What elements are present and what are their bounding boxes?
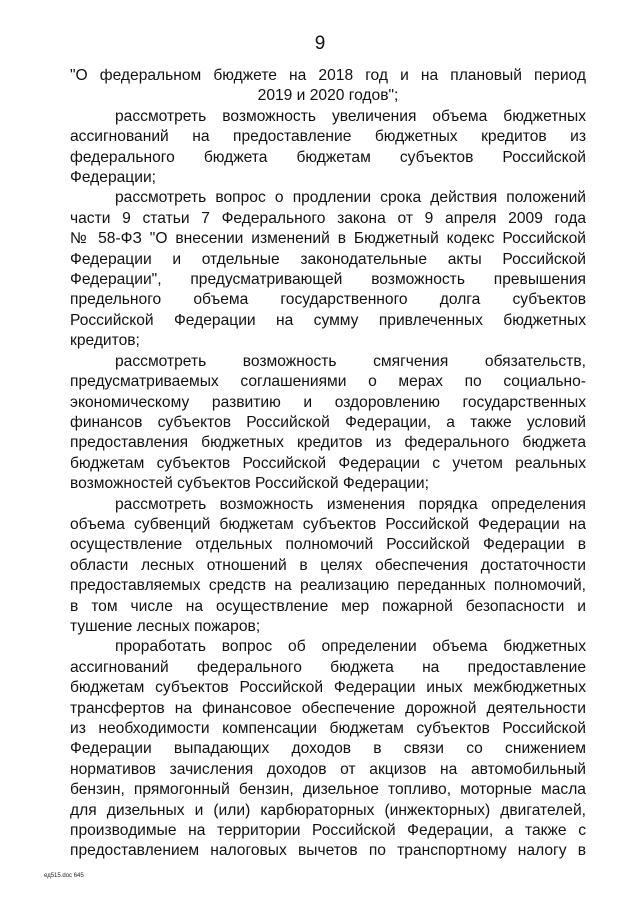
paragraph-line: рассмотреть возможность увеличения объема бюджетных [115, 107, 586, 125]
paragraph-line: Федерации; [70, 169, 156, 187]
paragraph-line: федерального бюджета бюджетам субъектов Российской [70, 148, 586, 166]
paragraph-line: Федерации выпадающих доходов в связи со снижением [70, 740, 586, 758]
paragraph-line: производимые на территории Российской Федерации, а также с [70, 822, 586, 840]
paragraph-line: рассмотреть возможность смягчения обязательств, [115, 352, 586, 370]
paragraph [70, 66, 586, 107]
paragraph-line: экономическому развитию и оздоровлению государственных [70, 393, 586, 411]
paragraph [70, 495, 586, 638]
paragraph-line: кредитов; [70, 332, 140, 350]
paragraph-line: возможностей субъектов Российской Федерации; [70, 475, 429, 493]
paragraph-line: объема субвенций бюджетам субъектов Российской Федерации на [70, 515, 586, 533]
paragraph-line: рассмотреть вопрос о продлении срока действия положений [115, 189, 586, 207]
paragraph-line: ассигнований федерального бюджета на предоставление [70, 658, 586, 676]
paragraph [70, 637, 586, 861]
paragraph-line: проработать вопрос об определении объема бюджетных [115, 638, 586, 656]
paragraph-line: из необходимости компенсации бюджетам субъектов Российской [70, 720, 586, 737]
paragraph-line: № 58-ФЗ "О внесении изменений в Бюджетный кодекс Российской [70, 230, 586, 248]
paragraph-line: предоставлением налоговых вычетов по транспортному налогу в [70, 842, 586, 860]
paragraph [70, 107, 586, 189]
paragraph-line: бюджетам субъектов Российской Федерации с учетом реальных [70, 454, 586, 472]
paragraph-line: "О федеральном бюджете на 2018 год и на плановый период [70, 67, 586, 84]
paragraph-line: ассигнований на предоставление бюджетных кредитов из [70, 128, 586, 146]
paragraph-line: тушение лесных пожаров; [70, 617, 261, 635]
paragraph [70, 188, 586, 351]
document-body [70, 66, 586, 862]
paragraph-line: нормативов зачисления доходов от акцизов на автомобильный [70, 760, 586, 778]
paragraph-line: части 9 статьи 7 Федерального закона от 9 апреля 2009 года [70, 209, 586, 227]
paragraph-line: 2019 и 2020 годов"; [257, 87, 399, 105]
paragraph-line: трансфертов на финансовое обеспечение дорожной деятельности [70, 699, 586, 717]
paragraph-line: предоставляемых средств на реализацию переданных полномочий, [70, 577, 586, 595]
paragraph-line: для дизельных и (или) карбюраторных (инжекторных) двигателей, [70, 801, 586, 819]
paragraph-line: финансов субъектов Российской Федерации, а также условий [70, 413, 586, 431]
paragraph-line: предоставления бюджетных кредитов из федерального бюджета [70, 434, 586, 452]
paragraph-line: области лесных отношений в целях обеспечения достаточности [70, 556, 586, 574]
paragraph-line: бензин, прямогонный бензин, дизельное топливо, моторные масла [70, 781, 586, 799]
paragraph [70, 352, 586, 495]
paragraph-line: Федерации", предусматривающей возможность превышения [70, 271, 586, 289]
paragraph-line: предельного объема государственного долга субъектов [70, 291, 586, 309]
paragraph-line: рассмотреть возможность изменения порядка определения [115, 495, 586, 513]
paragraph-line: Российской Федерации на сумму привлеченных бюджетных [70, 311, 586, 329]
paragraph-line: в том числе на осуществление мер пожарной безопасности и [70, 597, 586, 615]
footer-file-reference: ед515.doc 645 [44, 873, 84, 879]
paragraph-line: Федерации и отдельные законодательные акты Российской [70, 250, 586, 268]
paragraph-line: предусматриваемых соглашениями о мерах по социально- [70, 373, 586, 391]
paragraph-line: осуществление отдельных полномочий Российской Федерации в [70, 536, 586, 554]
paragraph-line: бюджетам субъектов Российской Федерации иных межбюджетных [70, 679, 586, 697]
page-number: 9 [314, 33, 326, 54]
